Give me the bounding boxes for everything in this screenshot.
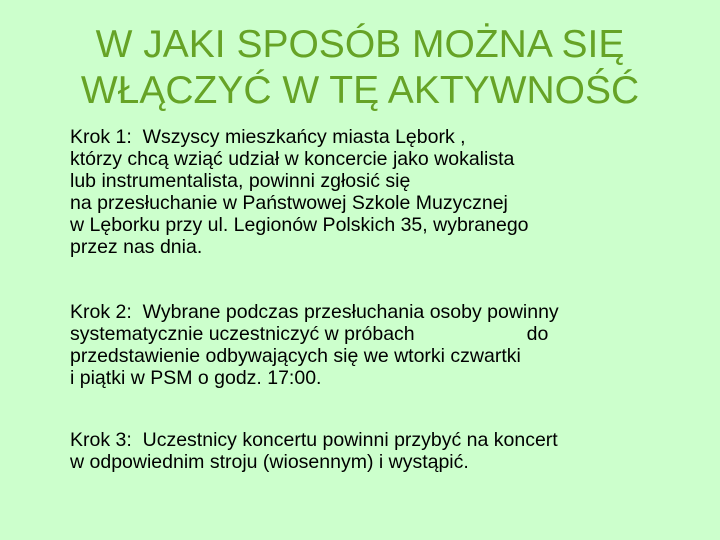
step-1-line-5: w Lęborku przy ul. Legionów Polskich 35, wybranego xyxy=(70,214,529,236)
step-1-line-1: Krok 1: Wszyscy mieszkańcy miasta Lębork , xyxy=(70,126,466,148)
step-3-line-1: Krok 3: Uczestnicy koncertu powinni przybyć na koncert xyxy=(70,429,558,451)
step-1-line-6: przez nas dnia. xyxy=(70,236,203,258)
step-1-line-4: na przesłuchanie w Państwowej Szkole Muzycznej xyxy=(70,192,508,214)
step-1-text-1: Wszyscy mieszkańcy miasta Lębork , xyxy=(142,126,466,148)
step-2-label: Krok 2 xyxy=(70,301,127,323)
step-3-text-1: Uczestnicy koncertu powinni przybyć na koncert xyxy=(142,429,558,451)
step-2-line-4: i piątki w PSM o godz. 17:00. xyxy=(70,367,322,389)
step-2 xyxy=(70,301,559,389)
step-2-text-2-tail: do xyxy=(526,323,549,345)
slide-title xyxy=(40,22,680,114)
step-2-line-2 xyxy=(70,323,559,345)
step-3-label: Krok 3 xyxy=(70,429,127,451)
step-1 xyxy=(70,126,529,258)
title-line-2: WŁĄCZYĆ W TĘ AKTYWNOŚĆ xyxy=(80,69,640,112)
step-2-line-1: Krok 2: Wybrane podczas przesłuchania osoby powinny xyxy=(70,301,559,323)
step-1-line-2: którzy chcą wziąć udział w koncercie jako wokalista xyxy=(70,148,515,170)
step-3 xyxy=(70,429,558,473)
step-2-text-1: Wybrane podczas przesłuchania osoby powinny xyxy=(142,301,559,323)
step-1-line-3: lub instrumentalista, powinni zgłosić się xyxy=(70,170,411,192)
step-2-line-3: przedstawienie odbywających się we wtorki czwartki xyxy=(70,345,521,367)
step-2-text-2: systematycznie uczestniczyć w próbach xyxy=(70,323,415,345)
title-line-1: W JAKI SPOSÓB MOŻNA SIĘ xyxy=(95,23,625,66)
step-3-line-2: w odpowiednim stroju (wiosennym) i wystąpić. xyxy=(70,451,469,473)
step-1-label: Krok 1 xyxy=(70,126,127,148)
